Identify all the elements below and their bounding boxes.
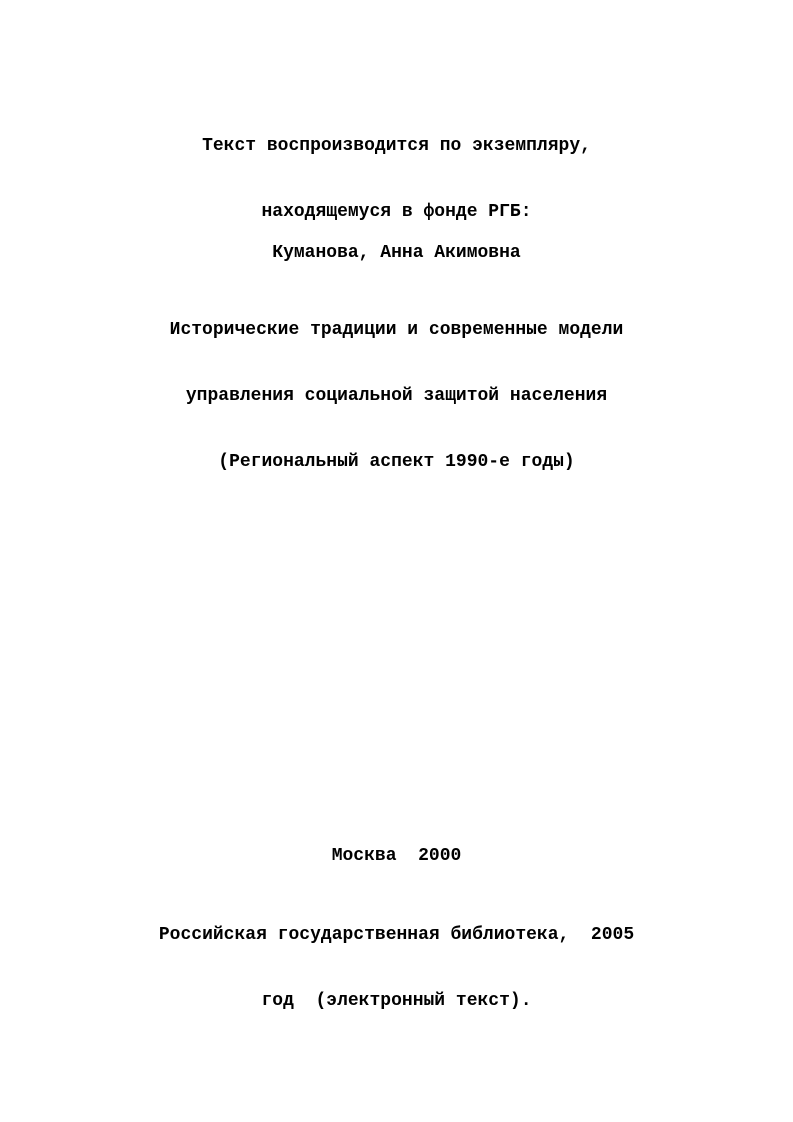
notice-line-1: Текст воспроизводится по экземпляру, — [202, 136, 591, 156]
title-line-3: (Региональный аспект 1990-е годы) — [218, 452, 575, 472]
title-line-2: управления социальной защитой населения — [185, 386, 608, 406]
footer-line-2: год (электронный текст). — [261, 991, 532, 1011]
library-footer — [0, 882, 793, 1054]
notice-line-2: находящемуся в фонде РГБ: — [261, 202, 532, 222]
footer-line-1: Российская государственная библиотека, 2005 — [158, 925, 635, 945]
title-line-1: Исторические традиции и современные модели — [169, 320, 624, 340]
imprint-city-year: Москва 2000 — [331, 846, 462, 866]
document-title — [0, 277, 793, 515]
author-name: Куманова, Анна Акимовна — [272, 243, 521, 263]
